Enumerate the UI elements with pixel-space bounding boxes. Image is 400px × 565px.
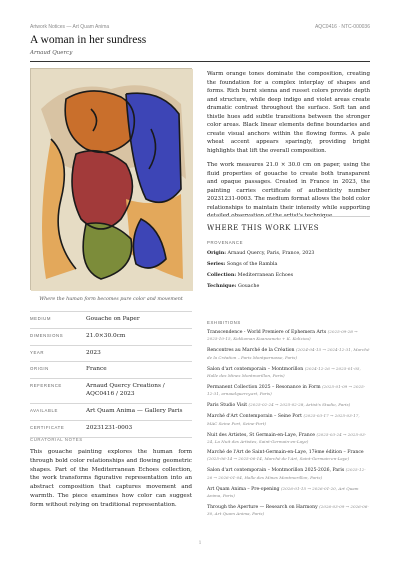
description-paragraph: The work measures 21.0 × 30.0 cm on paper, using the fluid properties of gouache to create both transparent and opaque passages. Created in France in 2023, the painting carries certificate of authenticity number 20231231-0003. The medium format allows the bold color relationships to maintain their intensity while supporting detailed observation of the artist's technique. (207, 162, 370, 220)
exhibition-dates: (2026-03-09 → 2026-06-30, Art Quam Anima, Paris) (207, 504, 369, 517)
detail-row-medium (30, 311, 192, 328)
exhibition-title: Salon d'art contemporain – Montmorillon (207, 366, 304, 372)
exhibition-dates: (2025-03-17 → 2025-03-17, MAC Seine Port, Seine-Port) (207, 413, 360, 426)
exhibition-item (207, 413, 370, 428)
curatorial-heading: CURATORIAL NOTES (30, 437, 83, 442)
exhibition-dates: (2026-01-15 → 2026-01-20, Art Quam Anima, Paris) (207, 485, 359, 499)
detail-row-certificate (30, 420, 192, 438)
detail-label: DIMENSIONS (30, 332, 64, 338)
detail-value: Art Quam Anima — Gallery Paris (86, 407, 183, 414)
detail-row-available (30, 403, 192, 420)
exhibition-dates: (2024-12-26 → 2025-01-05, Halle des Mines Montmorillon, Paris) (207, 365, 361, 379)
provenance-list (207, 250, 370, 295)
provenance-heading: PROVENANCE (207, 240, 244, 245)
exhibition-dates: (2025-12-26 → 2026-01-04, Halle des Mines Montmorillon, Paris) (207, 467, 366, 480)
exhibition-dates: (2025-06-14 → 2025-06-14, Marché de l'Art, Saint-Germain-en-Laye) (207, 456, 350, 462)
exhibition-dates: (2025-09-28 → 2025-10-15, Kokkoman Kuanzaneto + K. Koliziou) (207, 329, 358, 342)
artwork-painting (31, 69, 193, 291)
detail-value: 20231231-0003 (86, 424, 133, 431)
where-heading: WHERE THIS WORK LIVES (207, 224, 320, 232)
exhibition-title: Marché d'Art Contemporain – Seine Port (207, 414, 303, 420)
exhibition-item (207, 366, 370, 381)
detail-value: 2023 (86, 349, 101, 356)
exhibition-item (207, 504, 370, 519)
provenance-value: Arnaud Quercy, Paris, France, 2023 (227, 251, 315, 256)
exhibition-item (207, 402, 370, 409)
exhibition-dates: (2025-03-24 → 2025-03-24, La Nuit des Artistes, Saint-Germain-en-Laye) (207, 431, 367, 445)
provenance-label: Collection: (207, 272, 237, 279)
section-divider (207, 216, 370, 217)
artwork-image (30, 68, 192, 290)
detail-label: ORIGIN (30, 366, 49, 372)
exhibition-item (207, 432, 370, 447)
artwork-title: A woman in her sundress (30, 34, 147, 46)
top-bar (30, 22, 370, 32)
detail-value: 21.0×30.0cm (86, 332, 126, 339)
detail-label: AVAILABLE (30, 407, 58, 413)
detail-label: MEDIUM (30, 316, 52, 321)
exhibition-title: Paris Studio Visit (207, 403, 248, 409)
artwork-caption: Where the human form becomes pure color and movement (39, 297, 183, 302)
page-number: 1 (198, 541, 202, 546)
detail-label: CERTIFICATE (30, 424, 65, 430)
exhibition-title: Salon d'art contemporain – Montmorillon 2025-2026, Paris (207, 468, 345, 474)
exhibition-item (207, 467, 370, 482)
detail-value: Arnaud Quercy Creations / AQC0416 / 2023 (86, 383, 165, 398)
provenance-item (207, 250, 370, 257)
exhibitions-list (207, 329, 370, 522)
provenance-item (207, 272, 370, 279)
exhibition-dates: (2025-02-24 → 2025-02-28, Artist's Studio, Paris) (248, 402, 351, 408)
artwork-details-table (30, 311, 192, 438)
provenance-item (207, 283, 370, 290)
provenance-value: Songs of the Rambla (226, 262, 278, 268)
exhibition-title: Through the Aperture — Research on Harmony (207, 505, 318, 511)
detail-label: REFERENCE (30, 383, 62, 389)
exhibition-title: Transcendence - World Premiere of Ephemera Arts (207, 330, 327, 335)
exhibition-item (207, 384, 370, 399)
provenance-label: Origin: (207, 250, 226, 256)
exhibition-title: Nuit des Artistes, St Germain-en-Laye, France (207, 432, 315, 438)
exhibition-title: Art Quam Anima – Pre-opening (207, 486, 280, 492)
provenance-value: Gouache (238, 284, 260, 290)
exhibition-dates: (2024-04-15 → 2024-12-31, Marché de la Création – Paris Montparnasse, Paris) (207, 347, 370, 360)
description-paragraph: Warm orange tones dominate the composition, creating the foundation for a complex interplay of shapes and forms. Rich burnt sienna and russet colors provide depth and structure, while deep indigo and violet areas create dramatic contrast throughout the surface. Soft tan and thistle hues add subtle transitions between the stronger color areas. Black linear elements define boundaries and create visual anchors within the flowing forms. A pale wheat accent appears sparingly, providing bright highlights that lift the overall composition. (207, 71, 370, 154)
document-reference: AQC0416 · NTC-000036 (314, 24, 370, 30)
exhibition-item (207, 486, 370, 501)
exhibition-item (207, 347, 370, 362)
detail-row-reference (30, 378, 192, 403)
provenance-label: Series: (207, 261, 226, 268)
provenance-label: Technique: (207, 283, 237, 290)
exhibition-item (207, 329, 370, 344)
exhibition-title: Marché de l'Art de Saint-Germain-en-Laye, 17ème édition – France (207, 449, 364, 455)
detail-row-dimensions (30, 328, 192, 345)
exhibition-item (207, 450, 370, 464)
curatorial-text: This gouache painting explores the human form through bold color relationships and flowing geometric shapes. Part of the Mediterranean Echoes collection, the work transforms figurative representation into an abstract composition that captures movement and warmth. The piece examines how color can suggest form without relying on traditional representation. (30, 449, 192, 508)
detail-value: Gouache on Paper (86, 316, 140, 322)
provenance-value: Mediterranean Echoes (237, 273, 294, 279)
detail-row-origin (30, 361, 192, 378)
artist-name: Arnaud Quercy (30, 50, 73, 56)
document-source: Artwork Notices — Art Quam Anima (30, 24, 110, 30)
exhibitions-heading: EXHIBITIONS (207, 320, 241, 325)
exhibition-dates: (2025-01-09 → 2025-12-31, arnaudquercy.art, Paris) (207, 384, 366, 397)
exhibition-title: Rencontres au Marché de la Création (207, 348, 295, 354)
exhibition-title: Permanent Collection 2025 – Resonance in Form (207, 385, 321, 391)
detail-row-year (30, 345, 192, 362)
artwork-description (207, 70, 370, 221)
detail-value: France (86, 366, 107, 373)
title-divider (30, 61, 370, 62)
detail-label: YEAR (30, 349, 45, 355)
provenance-item (207, 261, 370, 268)
